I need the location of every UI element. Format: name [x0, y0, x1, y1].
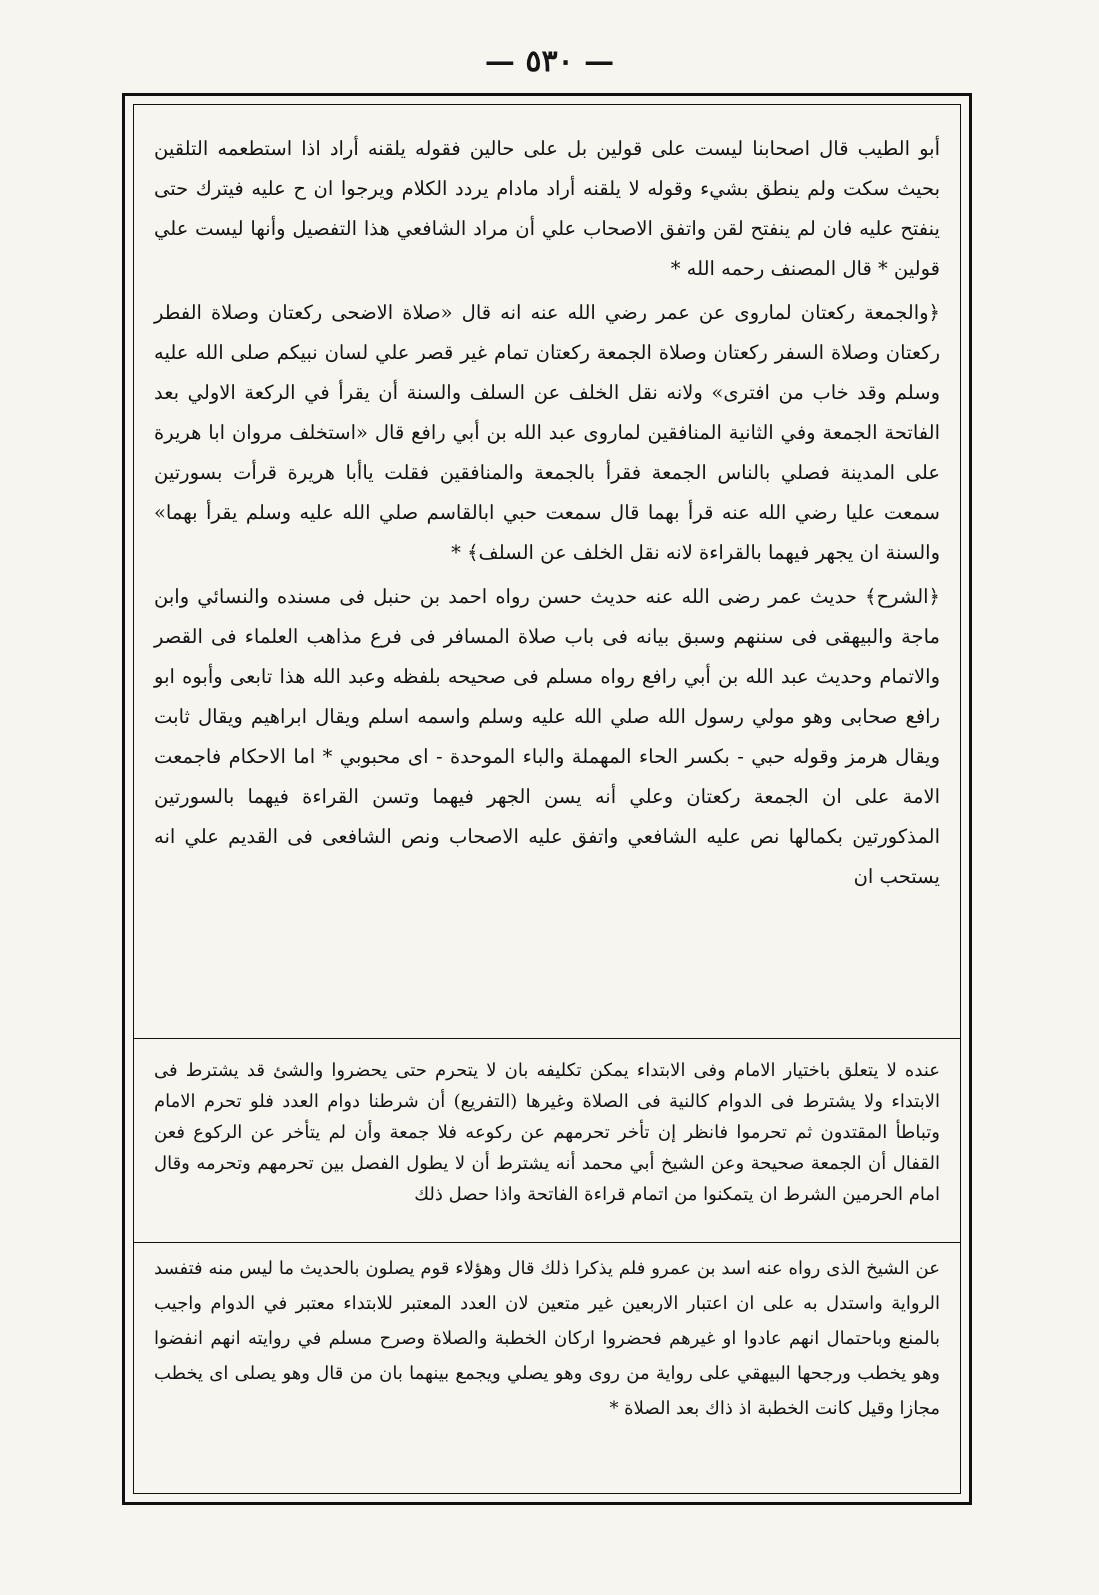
page-frame: [122, 93, 972, 1505]
main-paragraph-3: ﴿الشرح﴾ حديث عمر رضى الله عنه حديث حسن رواه احمد بن حنبل فى مسنده والنسائي وابن ماجة والبيهقى فى سننهم وسبق بيانه فى باب صلاة المسافر فى فرع مذاهب العلماء فى القصر والاتمام وحديث عبد الله بن أبي رافع رواه مسلم فى صحيحه بلفظه وعبد الله هذا تابعى وأبوه ابو رافع صحابى وهو مولي رسول الله صلي الله عليه وسلم واسمه اسلم ويقال ابراهيم ويقال ثابت ويقال هرمز وقوله حبي - بكسر الحاء المهملة والباء الموحدة - اى محبوبي * اما الاحكام فاجمعت الامة على ان الجمعة ركعتان وعلي أنه يسن الجهر فيهما وتسن القراءة فيهما بالسورتين المذكورتين بكمالها نص عليه الشافعي واتفق عليه الاصحاب ونص الشافعى فى القديم علي انه يستحب ان: [154, 585, 940, 888]
page-inner-frame: [133, 104, 961, 1494]
footnote-1-text: عنده لا يتعلق باختيار الامام وفى الابتداء يمكن تكليفه بان لا يتحرم حتى يحضروا والشئ قد يشترط فى الابتداء ولا يشترط فى الدوام كالنية فى الصلاة وغيرها (التفريع) أن شرطنا دوام العدد فلو تحرم الامام وتباطأ المقتدون ثم تحرموا فانظر إن تأخر تحرمهم عن ركوعه فلا جمعة وأن لم يتأخر عن الركوع فعن القفال أن الجمعة صحيحة وعن الشيخ أبي محمد أنه يشترط أن لا يطول الفصل بين تحرمهم وتحرمه وقال امام الحرمين الشرط ان يتمكنوا من اتمام قراءة الفاتحة واذا حصل ذلك: [154, 1060, 940, 1205]
footnote-2-text: عن الشيخ الذى رواه عنه اسد بن عمرو فلم يذكرا ذلك قال وهؤلاء قوم يصلون بالحديث ما ليس منه فتفسد الرواية واستدل به على ان اعتبار الاربعين غير متعين لان العدد المعتبر للابتداء معتبر في الدوام واجيب بالمنع وباحتمال انهم عادوا او غيرهم فحضروا اركان الخطبة والصلاة وصرح مسلم في روايته انهم انفضوا وهو يخطب ورجحها البيهقي على رواية من روى وهو يصلي ويجمع بينهما بان من قال وهو يصلى اى يخطب مجازا وقيل كانت الخطبة اذ ذاك بعد الصلاة *: [154, 1258, 940, 1419]
footnote-block-1: [154, 1055, 940, 1235]
footnote-block-2: [154, 1251, 940, 1481]
main-text-block: [154, 129, 940, 987]
footnote-divider-1: [134, 1038, 960, 1039]
footnote-divider-2: [134, 1242, 960, 1243]
main-paragraph-1: أبو الطيب قال اصحابنا ليست على قولين بل على حالين فقوله يلقنه أراد اذا استطعمه التلقين بحيث سكت ولم ينطق بشيء وقوله لا يلقنه أراد مادام يردد الكلام ويرجوا ان ح عليه فيترك حتى ينفتح عليه فان لم ينفتح لقن واتفق الاصحاب علي أن مراد الشافعي هذا التفصيل وأنها ليست علي قولين * قال المصنف رحمه الله *: [154, 137, 940, 280]
page-number: — ٥٣٠ —: [484, 44, 615, 79]
main-paragraph-2: ﴿والجمعة ركعتان لماروى عن عمر رضي الله عنه انه قال «صلاة الاضحى ركعتان وصلاة الفطر ركعتان وصلاة السفر ركعتان وصلاة الجمعة ركعتان تمام غير قصر علي لسان نبيكم صلى الله عليه وسلم وقد خاب من افترى» ولانه نقل الخلف عن السلف والسنة أن يقرأ في الركعة الاولي بعد الفاتحة الجمعة وفي الثانية المنافقين لماروى عبد الله بن أبي رافع قال «استخلف مروان ابا هريرة على المدينة فصلي بالناس الجمعة فقرأ بالجمعة والمنافقين فقلت ياأبا هريرة قرأت بسورتين سمعت عليا رضي الله عنه قرأ بهما قال سمعت حبي ابالقاسم صلي الله عليه وسلم يقرأ بهما» والسنة ان يجهر فيهما بالقراءة لانه نقل الخلف عن السلف﴾ *: [154, 301, 940, 564]
